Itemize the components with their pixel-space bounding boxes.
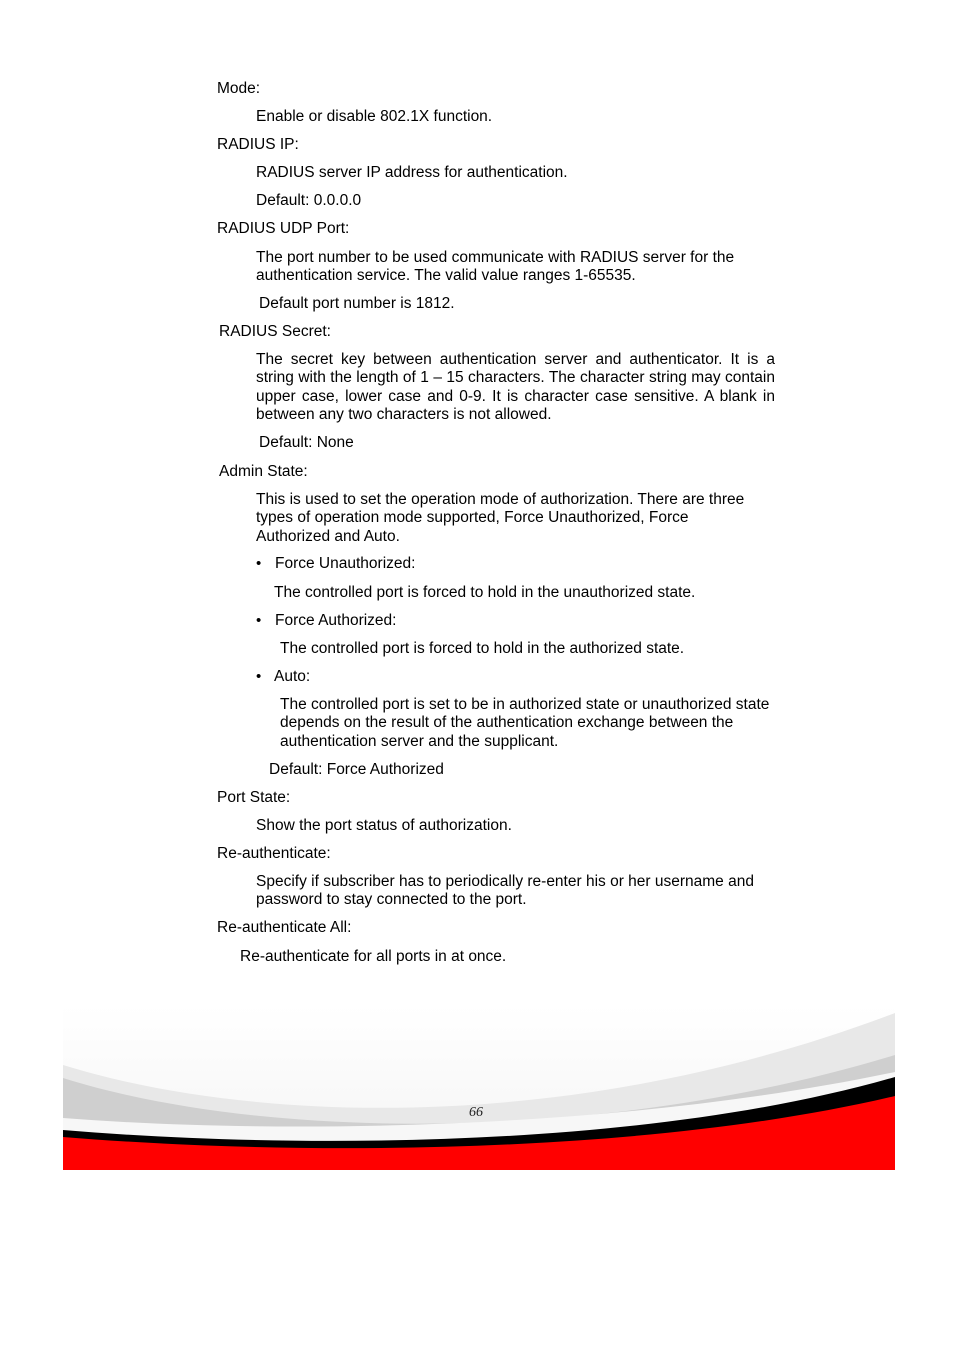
port-state-desc: Show the port status of authorization. xyxy=(256,817,512,834)
radius-udp-port-default: Default port number is 1812. xyxy=(259,295,455,312)
reauthenticate-desc: Specify if subscriber has to periodically re-enter his or her username and password to stay connected to the port. xyxy=(256,873,754,909)
reauthenticate-all-desc: Re-authenticate for all ports in at once. xyxy=(240,948,507,965)
admin-state-label: Admin State: xyxy=(219,463,308,480)
radius-secret-desc: The secret key between authentication server and authenticator. It is a string with the length of 1 – 15 characters. The character string may contain upper case, lower case and 0-9. It is character case sensitive. A blank in between any two characters is not allowed. xyxy=(256,351,775,423)
admin-state-desc: This is used to set the operation mode of authorization. There are three types of operation mode supported, Force Unauthorized, Force Authorized and Auto. xyxy=(256,491,745,545)
radius-secret-label: RADIUS Secret: xyxy=(219,323,331,340)
option-label: Force Authorized: xyxy=(275,612,397,629)
bullet-icon: • xyxy=(256,668,262,685)
radius-udp-port-desc: The port number to be used communicate with RADIUS server for the authentication service. The valid value ranges 1-65535. xyxy=(256,249,735,285)
reauthenticate-label: Re-authenticate: xyxy=(217,845,331,862)
radius-secret-default: Default: None xyxy=(259,434,354,451)
option-label: Auto: xyxy=(274,668,311,685)
option-desc: The controlled port is forced to hold in the authorized state. xyxy=(280,640,685,657)
radius-ip-default: Default: 0.0.0.0 xyxy=(256,192,362,209)
port-state-label: Port State: xyxy=(217,789,291,806)
radius-ip-label: RADIUS IP: xyxy=(217,136,299,153)
mode-label: Mode: xyxy=(217,80,261,97)
option-label: Force Unauthorized: xyxy=(275,555,416,572)
page-number: 66 xyxy=(469,1105,483,1120)
option-desc: The controlled port is forced to hold in the unauthorized state. xyxy=(274,584,696,601)
bullet-icon: • xyxy=(256,612,262,629)
bullet-icon: • xyxy=(256,555,262,572)
mode-desc: Enable or disable 802.1X function. xyxy=(256,108,493,125)
radius-ip-desc: RADIUS server IP address for authentication. xyxy=(256,164,568,181)
radius-udp-port-label: RADIUS UDP Port: xyxy=(217,220,350,237)
option-desc: The controlled port is set to be in authorized state or unauthorized state depends on the result of the authentication exchange between the authentication server and the supplicant. xyxy=(280,696,770,750)
admin-state-default: Default: Force Authorized xyxy=(269,761,444,778)
reauthenticate-all-label: Re-authenticate All: xyxy=(217,919,352,936)
